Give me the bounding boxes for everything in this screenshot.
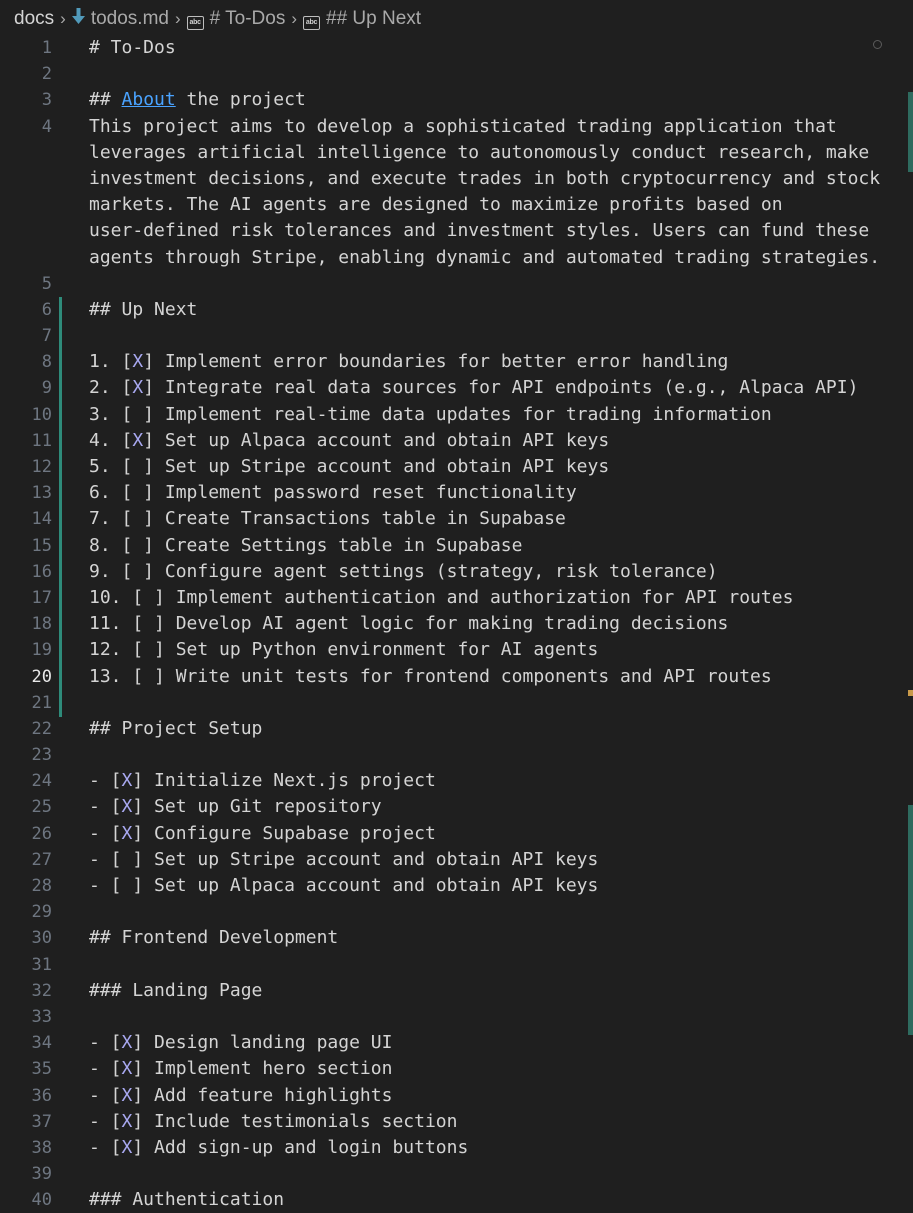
line-number: 25 <box>31 797 52 818</box>
line-number: 35 <box>31 1059 52 1080</box>
text-segment: - [ <box>89 822 122 844</box>
line-number: 14 <box>31 509 52 530</box>
text-segment: leverages artificial intelligence to autonomously conduct research, make <box>89 141 870 163</box>
line-number: 5 <box>41 273 52 294</box>
line-number: 30 <box>31 928 52 949</box>
line-content <box>89 821 436 847</box>
editor-line[interactable] <box>0 742 913 768</box>
checkbox-mark: X <box>121 1136 133 1158</box>
checkbox-mark: X <box>121 1058 133 1080</box>
line-content <box>89 480 577 506</box>
line-number: 27 <box>31 849 52 870</box>
line-number: 22 <box>31 718 52 739</box>
line-number: 37 <box>31 1111 52 1132</box>
circle-icon <box>873 40 882 49</box>
line-content <box>89 114 837 140</box>
editor-line[interactable] <box>0 1056 913 1082</box>
editor-line[interactable] <box>0 271 913 297</box>
line-number: 33 <box>31 1006 52 1027</box>
line-content <box>89 1109 457 1135</box>
line-number: 18 <box>31 614 52 635</box>
editor-line[interactable] <box>0 873 913 899</box>
line-number: 21 <box>31 692 52 713</box>
text-segment: - [ <box>89 1058 122 1080</box>
string-symbol-icon: abc <box>187 16 204 30</box>
editor-line[interactable] <box>0 61 913 87</box>
line-content <box>89 297 197 323</box>
line-number: 36 <box>31 1085 52 1106</box>
editor-line[interactable] <box>0 349 913 375</box>
text-segment: ## Up Next <box>89 298 198 320</box>
text-segment: 10. [ ] Implement authentication and authorization for API routes <box>89 586 794 608</box>
editor-line[interactable] <box>0 297 913 323</box>
breadcrumb-symbol-h2[interactable] <box>303 8 421 30</box>
editor-line[interactable] <box>0 585 913 611</box>
editor-line[interactable] <box>0 454 913 480</box>
text-segment: markets. The AI agents are designed to maximize profits based on <box>89 194 783 216</box>
line-number: 1 <box>41 38 52 58</box>
line-content <box>89 637 598 663</box>
line-content <box>89 611 728 637</box>
checkbox-mark: X <box>121 822 133 844</box>
line-content <box>89 978 262 1004</box>
chevron-right-icon: › <box>174 9 181 28</box>
editor-line[interactable] <box>0 192 913 218</box>
line-number: 8 <box>41 352 52 373</box>
code-editor[interactable] <box>0 35 913 1211</box>
line-number: 13 <box>31 483 52 504</box>
line-content <box>89 1187 284 1213</box>
line-content <box>89 192 783 218</box>
editor-line[interactable] <box>0 428 913 454</box>
line-number: 4 <box>41 116 52 137</box>
editor-line[interactable] <box>0 140 913 166</box>
editor-line[interactable] <box>0 1161 913 1187</box>
editor-line[interactable] <box>0 533 913 559</box>
text-segment: ] Add sign-up and login buttons <box>132 1136 469 1158</box>
editor-line[interactable] <box>0 166 913 192</box>
text-segment: - [ <box>89 1032 122 1054</box>
line-number: 10 <box>31 404 52 425</box>
text-segment: 7. [ ] Create Transactions table in Supabase <box>89 508 566 530</box>
text-segment: 3. [ ] Implement real-time data updates for trading information <box>89 403 772 425</box>
text-segment: ] Set up Alpaca account and obtain API keys <box>143 429 610 451</box>
editor-line[interactable] <box>0 611 913 637</box>
line-number: 24 <box>31 771 52 792</box>
breadcrumb-file[interactable] <box>72 8 169 30</box>
line-content <box>89 925 338 951</box>
text-segment: - [ <box>89 1084 122 1106</box>
text-segment: user-defined risk tolerances and investment styles. Users can fund these <box>89 220 870 242</box>
line-number: 26 <box>31 823 52 844</box>
text-segment: investment decisions, and execute trades in both cryptocurrency and stock <box>89 167 881 189</box>
editor-line[interactable] <box>0 899 913 925</box>
line-content <box>89 847 598 873</box>
editor-line[interactable] <box>0 768 913 794</box>
overview-ruler-marker <box>908 805 913 1035</box>
line-number: 17 <box>31 587 52 608</box>
editor-line[interactable] <box>0 1135 913 1161</box>
text-segment: This project aims to develop a sophisticated trading application that <box>89 115 837 137</box>
editor-line[interactable] <box>0 1109 913 1135</box>
line-content <box>89 454 609 480</box>
overview-ruler-marker <box>908 92 913 172</box>
line-content <box>89 140 869 166</box>
markdown-link[interactable]: About <box>121 89 176 111</box>
line-number: 7 <box>41 326 52 347</box>
editor-line[interactable] <box>0 480 913 506</box>
text-segment: 8. [ ] Create Settings table in Supabase <box>89 534 523 556</box>
string-symbol-icon: abc <box>303 16 320 30</box>
checkbox-mark: X <box>132 429 144 451</box>
line-number: 12 <box>31 457 52 477</box>
breadcrumb-h1-label: # To-Dos <box>209 8 286 29</box>
line-number: 32 <box>31 980 52 1001</box>
line-content <box>89 716 262 742</box>
line-number: 19 <box>31 640 52 661</box>
checkbox-mark: X <box>121 796 133 818</box>
line-number: 28 <box>31 876 52 896</box>
line-number: 20 <box>31 666 52 687</box>
editor-line[interactable] <box>0 978 913 1004</box>
text-segment: 2. [ <box>89 377 133 399</box>
editor-line[interactable] <box>0 375 913 401</box>
editor-line[interactable] <box>0 87 913 113</box>
line-content <box>89 87 306 113</box>
editor-line[interactable] <box>0 690 913 716</box>
checkbox-mark: X <box>121 1084 133 1106</box>
line-content <box>89 35 176 61</box>
line-number: 34 <box>31 1033 52 1054</box>
checkbox-mark: X <box>132 377 144 399</box>
text-segment: 12. [ ] Set up Python environment for AI agents <box>89 639 599 661</box>
line-content <box>89 794 382 820</box>
text-segment: ] Include testimonials section <box>132 1110 458 1132</box>
text-segment: the project <box>175 89 306 111</box>
text-segment: ## Frontend Development <box>89 927 339 949</box>
line-content <box>89 245 880 271</box>
line-number: 38 <box>31 1137 52 1158</box>
line-content <box>89 533 522 559</box>
editor-line[interactable] <box>0 1004 913 1030</box>
line-number: 16 <box>31 561 52 582</box>
text-segment: 6. [ ] Implement password reset functionality <box>89 482 577 504</box>
text-segment: ### Landing Page <box>89 979 263 1001</box>
editor-line[interactable] <box>0 35 913 61</box>
editor-line[interactable] <box>0 637 913 663</box>
markdown-file-icon <box>72 8 85 24</box>
breadcrumb <box>0 0 913 38</box>
breadcrumb-file-label: todos.md <box>90 8 169 29</box>
line-number: 6 <box>41 299 52 320</box>
text-segment: agents through Stripe, enabling dynamic and automated trading strategies. <box>89 246 881 268</box>
text-segment: - [ <box>89 1136 122 1158</box>
editor-line[interactable] <box>0 323 913 349</box>
editor-line[interactable] <box>0 114 913 140</box>
line-content <box>89 166 880 192</box>
text-segment: - [ <box>89 1110 122 1132</box>
editor-line[interactable] <box>0 218 913 244</box>
line-content <box>89 375 858 401</box>
text-segment: ] Integrate real data sources for API endpoints (e.g., Alpaca API) <box>143 377 859 399</box>
chevron-right-icon: › <box>291 9 297 28</box>
breadcrumb-symbol-h1[interactable] <box>187 8 286 30</box>
editor-line[interactable] <box>0 925 913 951</box>
line-number: 29 <box>31 902 52 923</box>
text-segment: # To-Dos <box>89 37 176 58</box>
text-segment: ] Set up Git repository <box>132 796 382 818</box>
text-segment: - [ <box>89 796 122 818</box>
editor-line[interactable] <box>0 402 913 428</box>
text-segment: 11. [ ] Develop AI agent logic for making trading decisions <box>89 613 729 635</box>
text-segment: ] Initialize Next.js project <box>132 770 436 792</box>
line-number: 2 <box>41 64 52 85</box>
line-content <box>89 1030 392 1056</box>
text-segment: 5. [ ] Set up Stripe account and obtain API keys <box>89 456 610 477</box>
line-number: 31 <box>31 954 52 975</box>
editor-line[interactable] <box>0 1083 913 1109</box>
line-content <box>89 585 793 611</box>
editor-line[interactable] <box>0 952 913 978</box>
editor-line[interactable] <box>0 506 913 532</box>
editor-line[interactable] <box>0 1030 913 1056</box>
editor-line[interactable] <box>0 1187 913 1213</box>
line-content <box>89 428 609 454</box>
line-content <box>89 1083 392 1109</box>
line-content <box>89 1135 468 1161</box>
text-segment: - [ ] Set up Alpaca account and obtain API keys <box>89 875 599 896</box>
text-segment: 9. [ ] Configure agent settings (strategy, risk tolerance) <box>89 560 718 582</box>
text-segment: - [ ] Set up Stripe account and obtain API keys <box>89 848 599 870</box>
text-segment: ] Configure Supabase project <box>132 822 436 844</box>
checkbox-mark: X <box>132 351 144 373</box>
checkbox-mark: X <box>121 1032 133 1054</box>
line-content <box>89 402 772 428</box>
line-number: 23 <box>31 745 52 766</box>
overview-ruler-marker <box>908 690 913 696</box>
line-content <box>89 873 598 899</box>
text-segment: ] Implement hero section <box>132 1058 393 1080</box>
text-segment: 13. [ ] Write unit tests for frontend components and API routes <box>89 665 772 687</box>
chevron-right-icon: › <box>60 9 66 28</box>
text-segment: 4. [ <box>89 429 133 451</box>
text-segment: ### Authentication <box>89 1189 285 1211</box>
line-content <box>89 506 566 532</box>
editor-line[interactable] <box>0 821 913 847</box>
line-content <box>89 664 772 690</box>
editor-line[interactable] <box>0 664 913 690</box>
line-content <box>89 349 728 375</box>
line-content <box>89 768 436 794</box>
text-segment: ] Add feature highlights <box>132 1084 393 1106</box>
text-segment: ## <box>89 89 122 111</box>
line-number: 40 <box>31 1190 52 1211</box>
git-modified-gutter-indicator <box>59 297 62 717</box>
checkbox-mark: X <box>121 1110 133 1132</box>
text-segment: 1. [ <box>89 351 133 373</box>
editor-line[interactable] <box>0 716 913 742</box>
editor-line[interactable] <box>0 794 913 820</box>
text-segment: ## Project Setup <box>89 717 263 739</box>
line-number: 3 <box>41 90 52 111</box>
text-segment: - [ <box>89 770 122 792</box>
line-number: 15 <box>31 535 52 556</box>
line-content <box>89 1056 392 1082</box>
editor-line[interactable] <box>0 559 913 585</box>
line-number: 9 <box>41 378 52 399</box>
line-number: 39 <box>31 1164 52 1185</box>
editor-line[interactable] <box>0 847 913 873</box>
line-number: 11 <box>31 430 52 451</box>
breadcrumb-h2-label: ## Up Next <box>326 8 422 29</box>
text-segment: ] Implement error boundaries for better error handling <box>143 351 729 373</box>
text-segment: ] Design landing page UI <box>132 1032 393 1054</box>
line-content <box>89 559 718 585</box>
breadcrumb-folder-docs[interactable]: docs <box>14 8 55 29</box>
line-content <box>89 218 869 244</box>
checkbox-mark: X <box>121 770 133 792</box>
editor-line[interactable] <box>0 245 913 271</box>
